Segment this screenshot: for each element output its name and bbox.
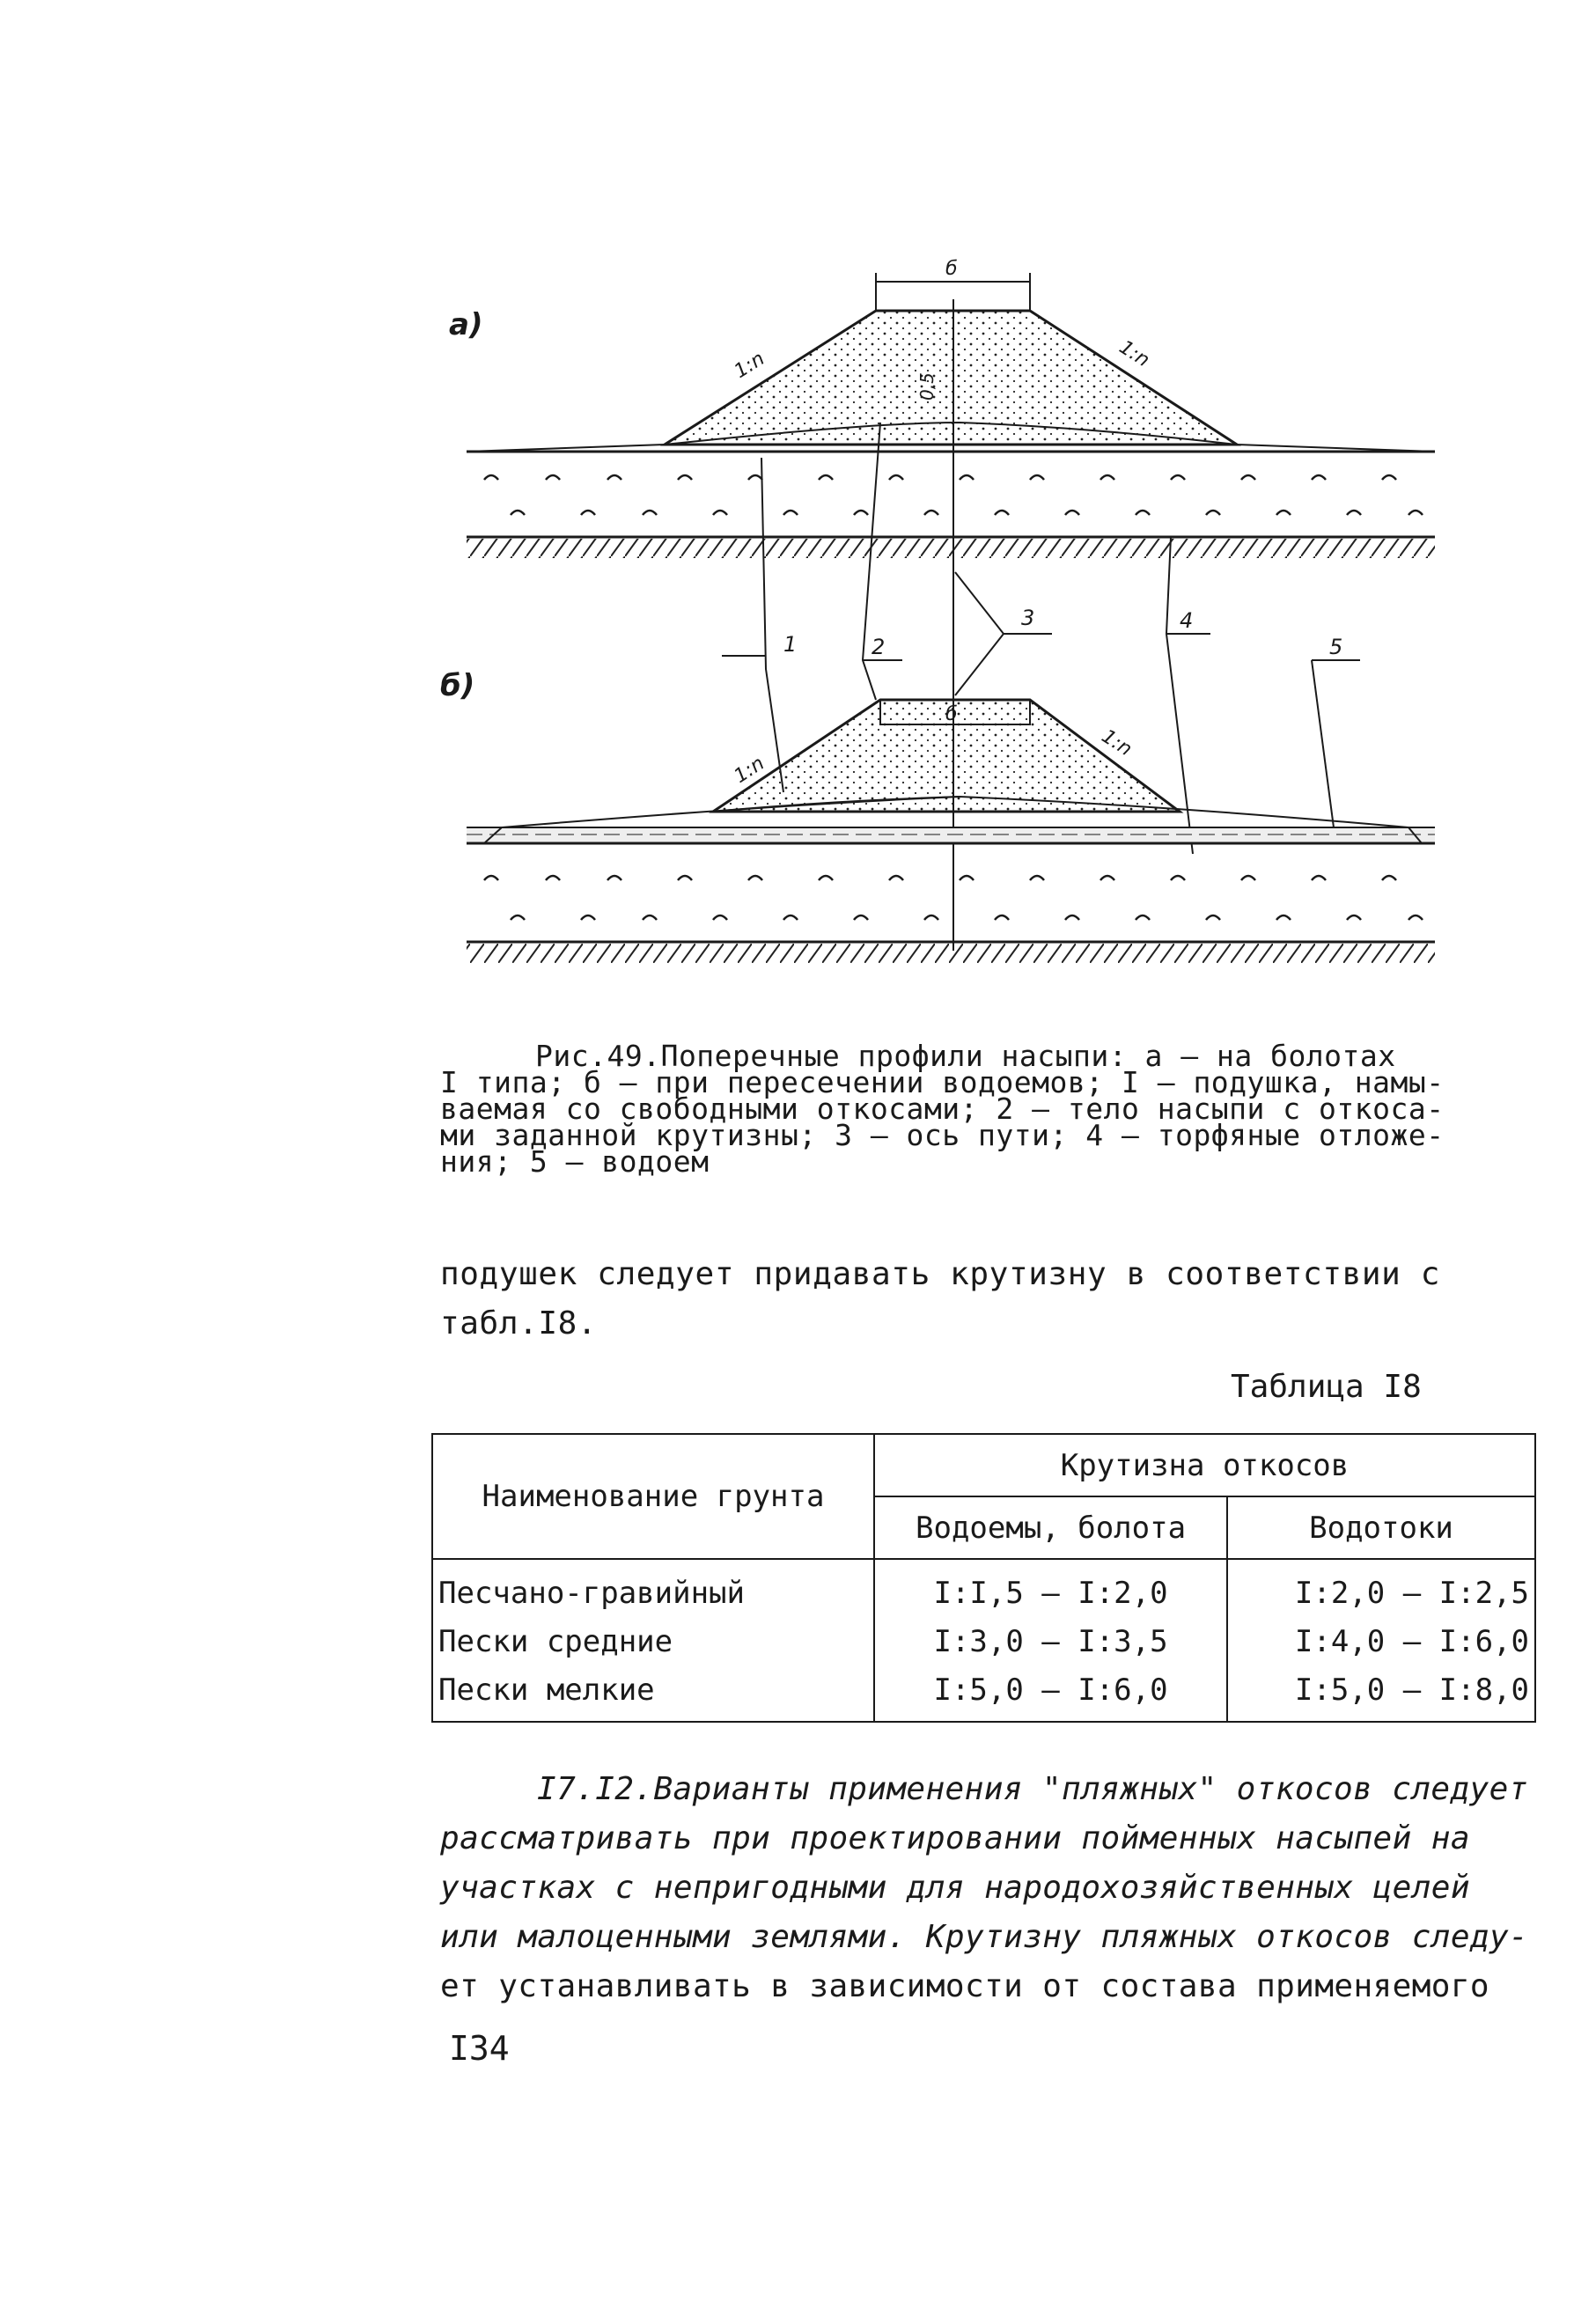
axis-label-a: 0,5 — [916, 372, 938, 401]
ground-hatch-b — [467, 944, 1435, 963]
callout-2: 2 — [872, 635, 886, 659]
section-line: ет устанавливать в зависимости от состава применяемого — [440, 1968, 1489, 2004]
table-row — [432, 1559, 1535, 1617]
callout-3: 3 — [1021, 606, 1035, 630]
cell-watercourses: I:4,0 – I:6,0 — [1227, 1617, 1535, 1665]
header-watercourses: Водотоки — [1227, 1496, 1535, 1559]
slope-steepness-table — [431, 1433, 1536, 1723]
slope-label-b-right: 1:n — [1097, 725, 1136, 761]
ground-hatch-a — [467, 539, 1435, 558]
cell-soil-name: Песчано-гравийный — [432, 1559, 874, 1617]
header-reservoirs-swamps: Водоемы, болота — [874, 1496, 1227, 1559]
panel-a — [449, 258, 1435, 558]
cell-watercourses: I:5,0 – I:8,0 — [1227, 1665, 1535, 1722]
caption-line: ния; 5 – водоем — [440, 1144, 710, 1179]
section-line: Варианты применения "пляжных" откосов следует — [653, 1771, 1528, 1807]
waterbody — [467, 827, 1435, 843]
width-label-b: б — [945, 703, 958, 725]
section-number: I7.I2. — [537, 1771, 654, 1807]
paragraph-line: подушек следует придавать крутизну в соответствии с — [440, 1256, 1440, 1292]
section-17-12 — [440, 1765, 1528, 2011]
header-soil-name: Наименование грунта — [432, 1434, 874, 1559]
section-line: или малоценными землями. Крутизну пляжных откосов следу- — [440, 1919, 1529, 1955]
caption-line: ваемая со свободными откосами; 2 – тело насыпи с откоса- — [440, 1092, 1445, 1126]
callout-5: 5 — [1329, 635, 1343, 659]
table-row — [432, 1617, 1535, 1665]
slope-label-b-left: 1:n — [730, 752, 769, 789]
section-line: участках с непригодными для народохозяйственных целей — [440, 1870, 1470, 1906]
callout-1: 1 — [783, 632, 798, 657]
width-label-a: б — [945, 258, 958, 280]
figure-caption — [440, 1039, 1532, 1179]
table-row — [432, 1665, 1535, 1722]
table-label: Таблица I8 — [1231, 1369, 1422, 1405]
section-line: рассматривать при проектировании пойменных насыпей на — [440, 1820, 1470, 1856]
cell-watercourses: I:2,0 – I:2,5 — [1227, 1559, 1535, 1617]
page-number: I34 — [449, 2029, 510, 2068]
panel-b-label: б) — [440, 668, 475, 703]
header-slope-steepness: Крутизна откосов — [874, 1434, 1535, 1496]
slope-label-a-right: 1:n — [1114, 336, 1154, 372]
cell-reservoirs-swamps: I:5,0 – I:6,0 — [874, 1665, 1227, 1722]
cell-soil-name: Пески мелкие — [432, 1665, 874, 1722]
cell-reservoirs-swamps: I:I,5 – I:2,0 — [874, 1559, 1227, 1617]
panel-b — [440, 668, 1435, 963]
caption-line: Рис.49.Поперечные профили насыпи: а – на болотах — [535, 1039, 1396, 1073]
paragraph-line: табл.I8. — [440, 1305, 598, 1342]
caption-line: ми заданной крутизны; 3 – ось пути; 4 – торфяные отложе- — [440, 1118, 1445, 1152]
embankment-cross-section-figure — [414, 246, 1505, 977]
slope-label-a-left: 1:n — [730, 348, 769, 384]
cell-soil-name: Пески средние — [432, 1617, 874, 1665]
callout-4: 4 — [1180, 608, 1194, 633]
section-first-line — [440, 1765, 1528, 1814]
caption-line: I типа; б – при пересечении водоемов; I – подушка, намы- — [440, 1065, 1445, 1099]
cell-reservoirs-swamps: I:3,0 – I:3,5 — [874, 1617, 1227, 1665]
panel-a-label: а) — [449, 307, 483, 342]
